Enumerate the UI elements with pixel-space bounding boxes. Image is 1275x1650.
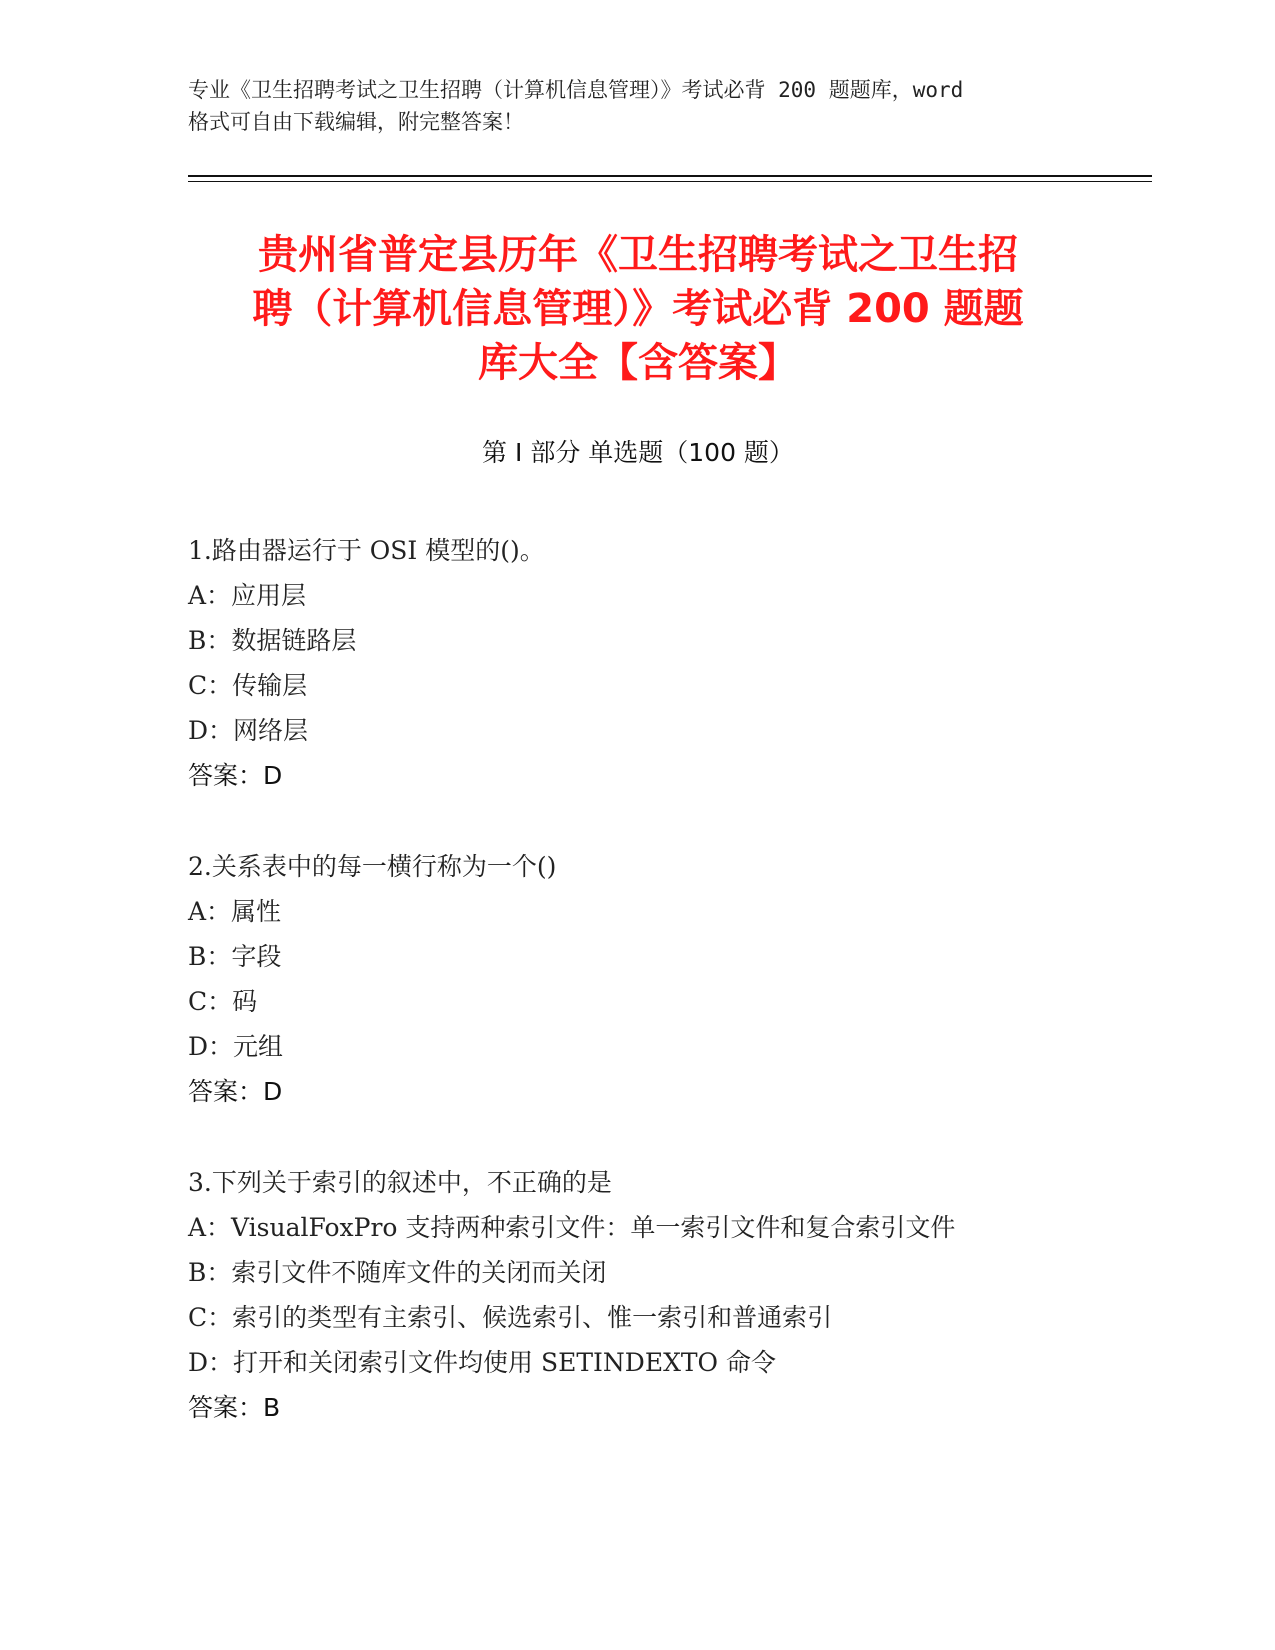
header-divider-thin xyxy=(188,181,1152,182)
option-b: B：数据链路层 xyxy=(188,626,357,655)
option-d: D：打开和关闭索引文件均使用 SETINDEXTO 命令 xyxy=(188,1348,777,1377)
option-d: D：网络层 xyxy=(188,716,309,745)
section-heading: 第 I 部分 单选题（100 题） xyxy=(482,438,794,467)
option-c: C：传输层 xyxy=(188,671,308,700)
header-note-line-2: 格式可自由下载编辑，附完整答案！ xyxy=(188,110,524,134)
answer: 答案：D xyxy=(188,761,283,790)
header-note-line-1: 专业《卫生招聘考试之卫生招聘（计算机信息管理）》考试必背 200 题题库，word xyxy=(188,78,964,102)
option-c: C：码 xyxy=(188,987,258,1016)
answer: 答案：B xyxy=(188,1393,281,1422)
option-d: D：元组 xyxy=(188,1032,284,1061)
question-2 xyxy=(188,844,1088,1114)
question-stem: 2.关系表中的每一横行称为一个() xyxy=(188,852,557,881)
document-title-line-3: 库大全【含答案】 xyxy=(478,340,798,386)
option-a: A：属性 xyxy=(188,897,282,926)
question-3 xyxy=(188,1160,1088,1430)
option-b: B：字段 xyxy=(188,942,282,971)
document-title xyxy=(188,228,1088,390)
question-1 xyxy=(188,528,1088,798)
document-title-line-1: 贵州省普定县历年《卫生招聘考试之卫生招 xyxy=(258,232,1018,278)
question-stem: 3.下列关于索引的叙述中，不正确的是 xyxy=(188,1168,612,1197)
option-a: A：VisualFoxPro 支持两种索引文件：单一索引文件和复合索引文件 xyxy=(188,1213,956,1242)
option-a: A：应用层 xyxy=(188,581,307,610)
question-list xyxy=(188,528,1088,1476)
header-divider-thick xyxy=(188,175,1152,177)
answer: 答案：D xyxy=(188,1077,283,1106)
document-title-line-2: 聘（计算机信息管理）》考试必背 200 题题 xyxy=(252,286,1024,332)
question-stem: 1.路由器运行于 OSI 模型的()。 xyxy=(188,536,545,565)
option-b: B：索引文件不随库文件的关闭而关闭 xyxy=(188,1258,607,1287)
header-note xyxy=(188,74,1088,138)
option-c: C：索引的类型有主索引、候选索引、惟一索引和普通索引 xyxy=(188,1303,833,1332)
